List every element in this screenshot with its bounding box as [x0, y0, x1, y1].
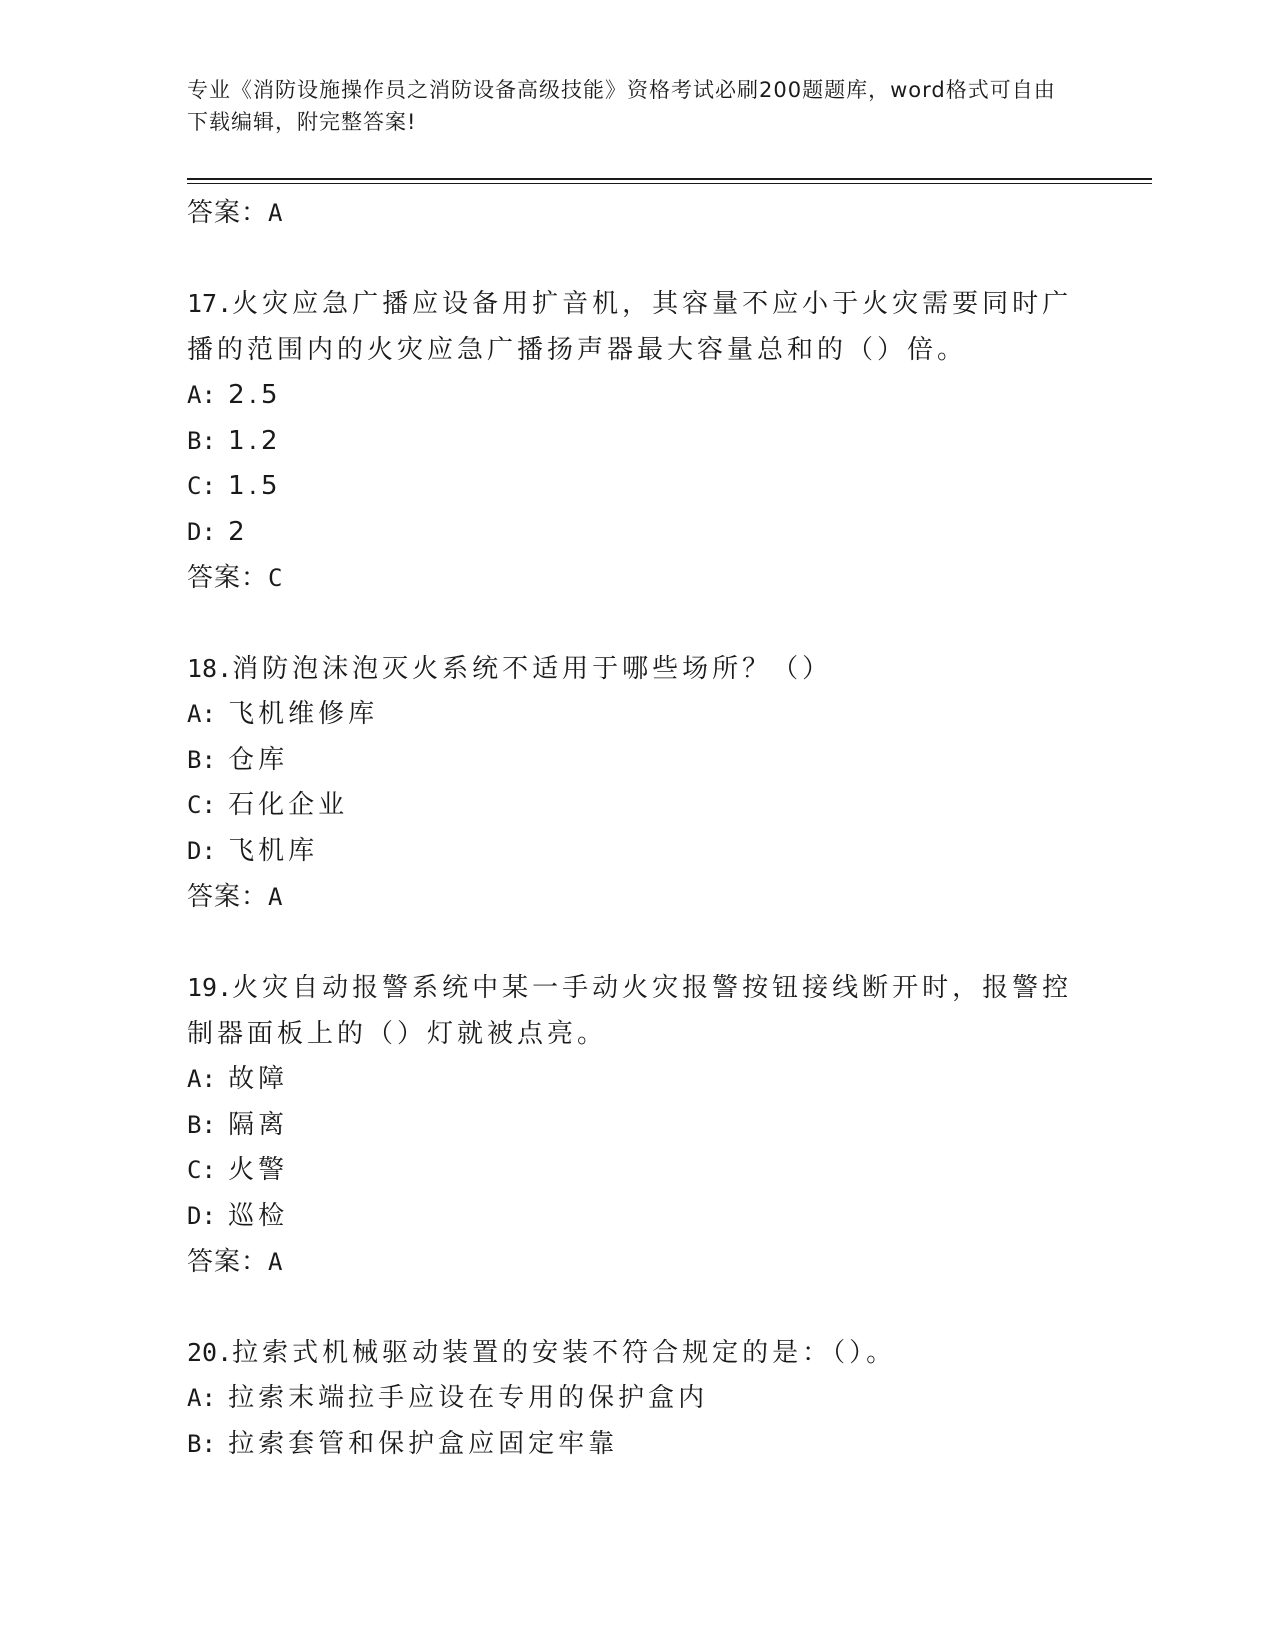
question-text: 火灾自动报警系统中某一手动火灾报警按钮接线断开时，报警控制器面板上的（）灯就被点亮。: [187, 973, 1073, 1049]
option-text: 1.5: [228, 471, 282, 501]
option-d: [187, 829, 1087, 875]
option-letter: C:: [187, 1156, 216, 1184]
option-letter: B:: [187, 426, 216, 455]
option-letter: D:: [187, 1201, 216, 1230]
option-letter: A:: [187, 700, 216, 728]
option-text: 石化企业: [228, 790, 349, 820]
question-18: [187, 646, 1087, 920]
option-text: 隔离: [228, 1109, 289, 1140]
answer-value: A: [268, 1248, 284, 1276]
answer-line: [187, 555, 1087, 601]
option-a: [187, 1376, 1087, 1422]
answer-label: 答案：: [187, 1247, 269, 1277]
header-divider-thin: [187, 183, 1152, 184]
answer-value: A: [268, 199, 284, 227]
answer-label: 答案：: [187, 563, 269, 593]
option-letter: C:: [187, 791, 216, 819]
option-c: [187, 1148, 1087, 1194]
option-a: [187, 692, 1087, 738]
question-number: 19.: [187, 973, 233, 1002]
option-b: [187, 419, 1087, 465]
question-number: 20.: [187, 1338, 233, 1367]
option-d: [187, 510, 1087, 556]
option-letter: D:: [187, 836, 216, 865]
question-list: [187, 190, 1087, 1512]
question-stem: [187, 965, 1077, 1057]
option-a: [187, 373, 1087, 419]
option-text: 故障: [228, 1064, 289, 1094]
option-d: [187, 1194, 1087, 1240]
option-letter: A:: [187, 1384, 216, 1412]
option-b: [187, 738, 1087, 784]
option-letter: B:: [187, 745, 216, 774]
option-text: 巡检: [228, 1200, 289, 1231]
option-b: [187, 1422, 1087, 1468]
answer-value: C: [268, 564, 284, 592]
option-letter: A:: [187, 381, 216, 409]
answer-label: 答案：: [187, 882, 269, 912]
question-19: [187, 965, 1087, 1285]
option-text: 2: [228, 516, 249, 547]
option-text: 2.5: [228, 380, 282, 410]
option-letter: B:: [187, 1110, 216, 1139]
option-b: [187, 1103, 1087, 1149]
question-text: 消防泡沫泡灭火系统不适用于哪些场所？（）: [232, 654, 833, 684]
option-letter: C:: [187, 472, 216, 500]
answer-line: [187, 1239, 1087, 1285]
option-text: 仓库: [228, 744, 289, 775]
option-a: [187, 1057, 1087, 1103]
option-c: [187, 783, 1087, 829]
question-stem: [187, 646, 1077, 692]
option-text: 1.2: [228, 425, 282, 456]
question-stem: [187, 281, 1077, 373]
option-text: 拉索末端拉手应设在专用的保护盒内: [228, 1383, 709, 1413]
question-20: [187, 1330, 1087, 1467]
document-header: 专业《消防设施操作员之消防设备高级技能》资格考试必刷200题题库，word格式可自由下载编辑，附完整答案!: [187, 78, 1056, 134]
question-text: 火灾应急广播应设备用扩音机，其容量不应小于火灾需要同时广播的范围内的火灾应急广播扬声器最大容量总和的（）倍。: [187, 289, 1073, 365]
question-number: 18.: [187, 654, 233, 683]
option-text: 飞机维修库: [228, 699, 379, 729]
option-text: 飞机库: [228, 835, 319, 866]
option-letter: D:: [187, 517, 216, 546]
option-letter: A:: [187, 1065, 216, 1093]
option-text: 火警: [228, 1155, 289, 1185]
question-text: 拉索式机械驱动装置的安装不符合规定的是：（）。: [232, 1338, 897, 1368]
question-number: 17.: [187, 289, 233, 318]
option-c: [187, 464, 1087, 510]
question-17: [187, 281, 1087, 601]
option-letter: B:: [187, 1429, 216, 1458]
answer-line: [187, 190, 1087, 236]
question-stem: [187, 1330, 1077, 1376]
header-divider: [187, 178, 1152, 180]
answer-label: 答案：: [187, 198, 269, 228]
answer-value: A: [268, 883, 284, 911]
answer-line: [187, 874, 1087, 920]
option-text: 拉索套管和保护盒应固定牢靠: [228, 1428, 619, 1459]
